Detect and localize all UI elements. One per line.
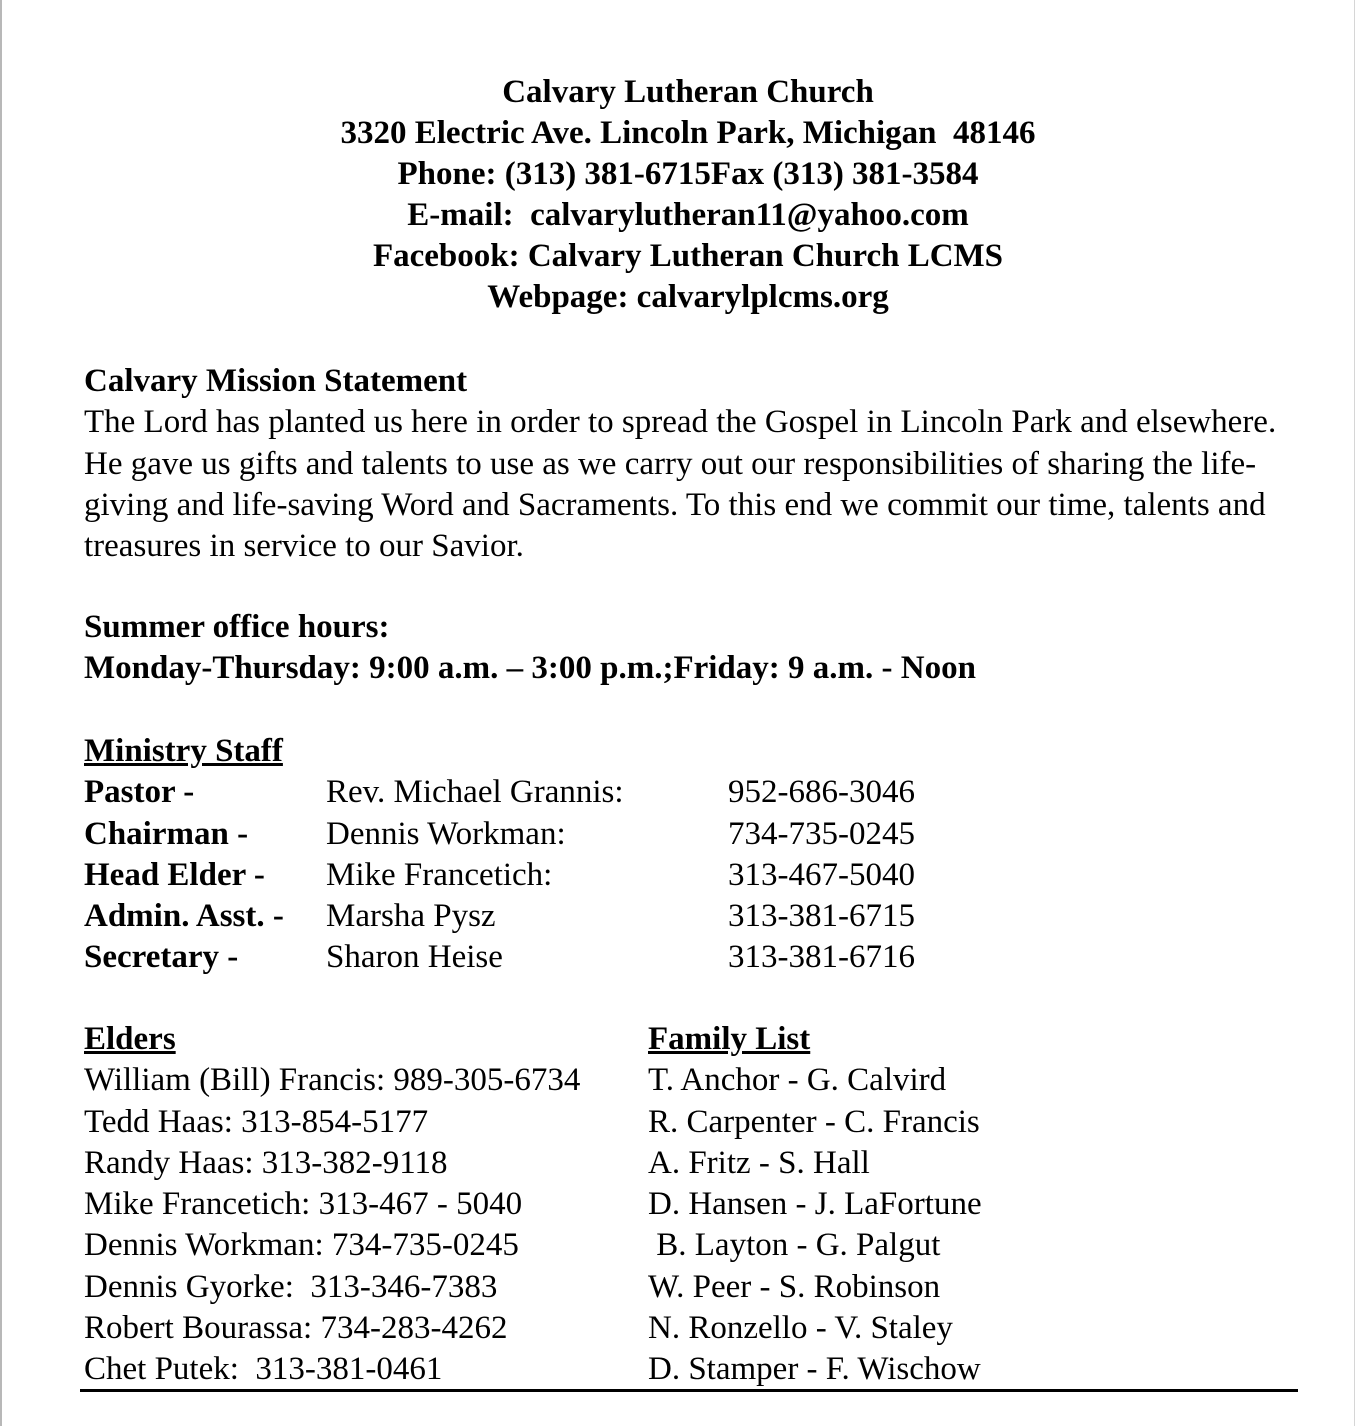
- church-address: 3320 Electric Ave. Lincoln Park, Michigan 48146: [340, 115, 1036, 151]
- family-list: [648, 1060, 982, 1390]
- elder-entry: Robert Bourassa: 734-283-4262: [84, 1310, 508, 1347]
- mission-text: The Lord has planted us here in order to spread the Gospel in Lincoln Park and elsewhere. He gave us gifts and talents to use as we carry out our responsibilities of sharing the life-giving and life-saving Word and Sacraments. To this end we commit our time, talents and treasures in service to our Savior.: [84, 404, 1277, 565]
- family-entry: A. Fritz - S. Hall: [648, 1144, 870, 1181]
- staff-row: [84, 855, 915, 896]
- staff-phone: 952-686-3046: [728, 774, 915, 811]
- staff-name: Rev. Michael Grannis:: [326, 774, 624, 811]
- elders-section: [84, 1019, 580, 1391]
- family-entry: B. Layton - G. Palgut: [648, 1227, 941, 1264]
- elder-entry: Dennis Workman: 734-735-0245: [84, 1227, 519, 1264]
- family-entry: N. Ronzello - V. Staley: [648, 1310, 953, 1347]
- elder-entry: Dennis Gyorke: 313-346-7383: [84, 1268, 498, 1305]
- church-webpage: Webpage: calvarylplcms.org: [487, 279, 889, 315]
- family-list-section: [648, 1019, 982, 1391]
- staff-phone: 313-381-6716: [728, 939, 915, 976]
- staff-phone: 313-467-5040: [728, 856, 915, 893]
- elder-entry: Randy Haas: 313-382-9118: [84, 1144, 448, 1181]
- staff-name: Marsha Pysz: [326, 898, 496, 935]
- ministry-staff-heading: Ministry Staff: [84, 733, 283, 769]
- elder-entry: Chet Putek: 313-381-0461: [84, 1351, 443, 1388]
- bottom-divider: [80, 1389, 1298, 1392]
- staff-phone: 734-735-0245: [728, 815, 915, 852]
- elders-heading: Elders: [84, 1021, 176, 1057]
- family-entry: W. Peer - S. Robinson: [648, 1268, 941, 1305]
- staff-row: [84, 937, 915, 978]
- staff-name: Sharon Heise: [326, 939, 503, 976]
- staff-row: [84, 772, 915, 813]
- church-facebook: Facebook: Calvary Lutheran Church LCMS: [372, 238, 1004, 274]
- elder-entry: Tedd Haas: 313-854-5177: [84, 1103, 429, 1140]
- staff-role: Head Elder -: [84, 856, 265, 893]
- staff-role: Admin. Asst. -: [84, 898, 284, 935]
- staff-row: [84, 814, 915, 855]
- elder-entry: William (Bill) Francis: 989-305-6734: [84, 1062, 581, 1099]
- ministry-staff-section: [84, 731, 915, 979]
- church-phone-fax: Phone: (313) 381-6715Fax (313) 381-3584: [397, 156, 979, 192]
- church-header: [0, 72, 1372, 318]
- mission-heading: Calvary Mission Statement: [84, 363, 468, 399]
- family-entry: D. Hansen - J. LaFortune: [648, 1186, 982, 1223]
- family-list-heading: Family List: [648, 1021, 811, 1057]
- family-entry: R. Carpenter - C. Francis: [648, 1103, 980, 1140]
- staff-role: Chairman -: [84, 815, 249, 852]
- office-hours-heading: Summer office hours:: [84, 609, 390, 645]
- elder-entry: Mike Francetich: 313-467 - 5040: [84, 1186, 523, 1223]
- family-entry: D. Stamper - F. Wischow: [648, 1351, 981, 1388]
- staff-phone: 313-381-6715: [728, 898, 915, 935]
- elders-list: [84, 1060, 580, 1390]
- staff-name: Mike Francetich:: [326, 856, 553, 893]
- staff-name: Dennis Workman:: [326, 815, 566, 852]
- family-entry: T. Anchor - G. Calvird: [648, 1062, 947, 1099]
- staff-role: Secretary -: [84, 939, 239, 976]
- office-hours-section: [84, 607, 1314, 690]
- staff-role: Pastor -: [84, 774, 195, 811]
- church-email: E-mail: calvarylutheran11@yahoo.com: [407, 197, 969, 233]
- staff-row: [84, 896, 915, 937]
- church-name: Calvary Lutheran Church: [502, 74, 874, 110]
- mission-section: [84, 361, 1314, 567]
- staff-table: [84, 772, 915, 978]
- office-hours-text: Monday-Thursday: 9:00 a.m. – 3:00 p.m.;Friday: 9 a.m. - Noon: [84, 650, 976, 687]
